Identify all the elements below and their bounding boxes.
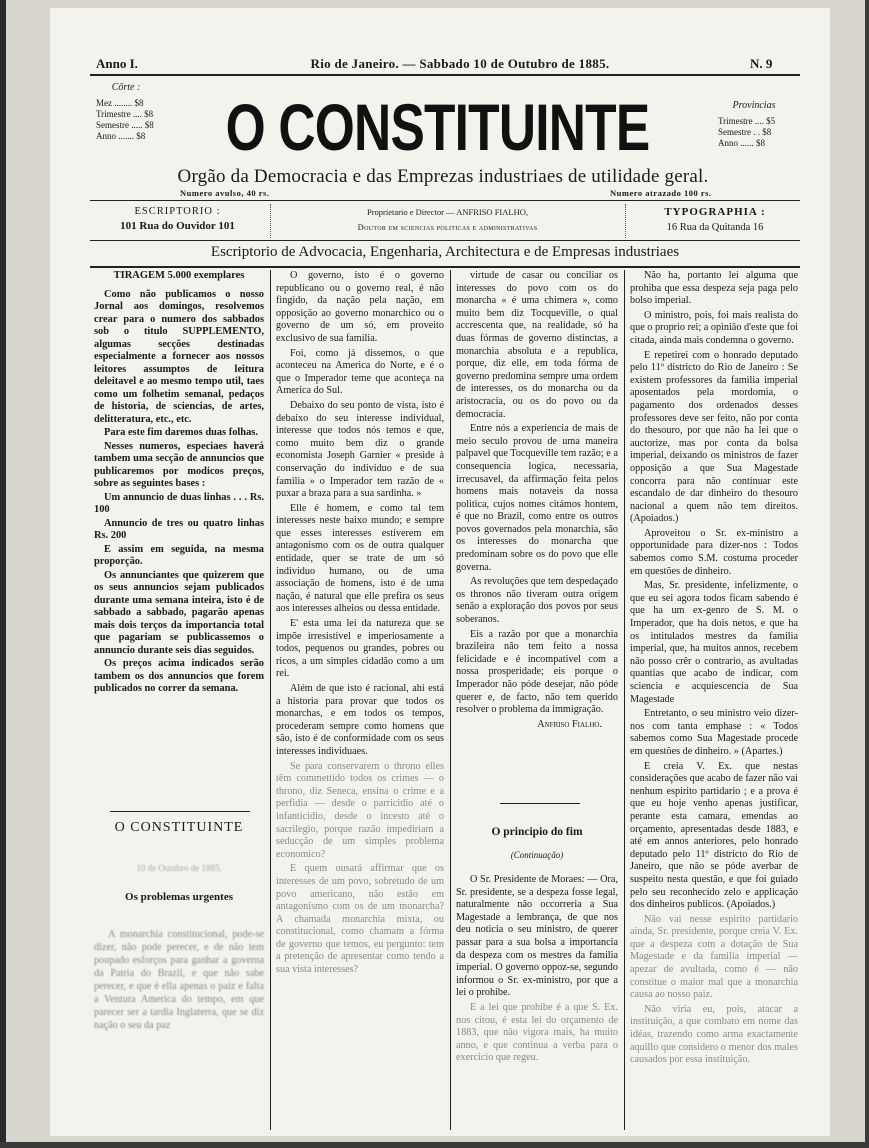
column-3-continued — [456, 874, 618, 1130]
scan-edge-right — [865, 0, 869, 1148]
paragraph: Entretanto, o seu ministro veio dizer-nos com tanta emphase : « Todos sabemos como Sua Magestade procede em questões de dinheiro. » (Apartes.) — [630, 708, 798, 757]
paragraph: As revoluções que tem despedaçado os thronos não tiveram outra origem senão a exploração dos povos por seus soberanos. — [456, 576, 618, 626]
paragraph: E quem ousará affirmar que os interesses de um povo, sobretudo de um povo americano, não estão em antagonismo com os de um monarcha? A chamada monarchia mixta, ou constitucional, como chamam a fórma de governo que temos, eu pergunto: tem a pretenção de apresentar como tendo a sua vista interesses? — [276, 863, 444, 976]
paragraph: Mas, Sr. presidente, infelizmente, o que eu sei agora todos ficam sabendo é que ha um ex-genro de S. M. o Imperador, que ha dois netos, e que ha os intitulados mestres da familia imperial, que, ha muitos annos, recebem não posso crêr o contrario, as avultadas quantias que acabo de indicar, com sciencia e acquiescencia de Sua Magestade — [630, 580, 798, 705]
paragraph: O ministro, pois, foi mais realista do que o proprio rei; a opinião d'este que foi citada, ainda mais condemna o governo. — [630, 309, 798, 346]
problemas-title: Os problemas urgentes — [125, 891, 233, 903]
corte-row: Mez ........ $8 — [96, 98, 144, 108]
paragraph: E repetirei com o honrado deputado pelo 11º districto do Rio de Janeiro : Se existem professores da familia imperial aposentados pela mordomia, o pagamento dos ordenados desses professores deve ser feito, não por conta do thesouro, por que não ha lei que o auctorize, mas por conta da bolsa imperial, deixando os ministros de fazer opposição a que Sua Magestade concorra para não continuar este escandalo de dar dinheiro do thesouro nacional a quem não tem direitos. (Apoiados.) — [630, 349, 798, 525]
dateline: Rio de Janeiro. — Sabbado 10 de Outubro de 1885. — [310, 56, 610, 71]
paragraph: Debaixo do seu ponto de vista, isto é debaixo do seu interesse individual, interesse que todos nós temos e que, como muito bem diz o grande economista Joseph Garnier « preside à conservação do individuo e de sua familia » o Imperador tem razão de « puxar a braza para a sua sardinha. » — [276, 399, 444, 500]
header-divider — [270, 204, 271, 238]
paragraph: E' esta uma lei da natureza que se impõe irresistivel e imperiosamente a todos, pequenos ou grandes, pobres ou ricos, a um simples cidadão como a um rei. — [276, 618, 444, 680]
issue-number: N. 9 — [750, 56, 773, 71]
provincias-heading: Provincias — [732, 100, 776, 111]
paragraph: Como não publicamos o nosso Jornal aos domingos, resolvemos crear para o numero dos sabbados sob o titulo SUPPLEMENTO, algumas secções destinadas especialmente a fornecer aos nossos leitores assumptos de leitura deleitavel e ao mesmo tempo util, taes como um folhetim semanal, pedaços de historia, de sciencias, de artes, delitteratura, etc., etc. — [94, 288, 264, 425]
paragraph: E a lei que prohibe é a que S. Ex. nos citou, é esta lei do orçamento de 1883, que não vigora mais, ha muito anno, e que continua a verba para o exercicio que regeu. — [456, 1001, 618, 1064]
typographia-heading: TYPOGRAPHIA : — [664, 206, 766, 218]
paragraph: E creia V. Ex. que nestas considerações que acabo de fazer não vai nenhum espirito partidario ; e a prova é que eu hoje venho apenas justificar, perante esta camara, emendas ao orçamento, apresentadas desde 1883, e até em annos anteriores, pelo honrado deputado pelo 11º districto do Rio de Janeiro, que não se póde averbar de suspeito nesta questão, e que foi guiado pelo seu reconhecido zelo e applicação dos dinheiros publicos. (Apoiados.) — [630, 760, 798, 911]
paragraph: Foi, como já dissemos, o que aconteceu na America do Norte, e é o que o Imperador teme que aconteça na America do Sul. — [276, 347, 444, 397]
paragraph: Um annuncio de duas linhas . . . Rs. 100 — [94, 491, 264, 516]
column-1 — [94, 270, 264, 697]
issue-year: Anno I. — [96, 56, 138, 71]
banner-top-rule — [90, 240, 800, 241]
paragraph: Além de que isto é racional, ahi está a historia para provar que todos os monarchas, e em todos os tempos, procederam sempre como homens que são, isto é de conformidade com os seus interesses individuaes. — [276, 683, 444, 757]
paragraph: Os preços acima indicados serão tambem os dos annuncios que forem publicados no correr da semana. — [94, 658, 264, 695]
price-atrazado: Numero atrazado 100 rs. — [610, 188, 712, 198]
masthead-title: O CONSTITUINTE — [225, 90, 650, 164]
header-divider — [625, 204, 626, 238]
provincias-row: Anno ...... $8 — [718, 138, 765, 148]
column-3 — [456, 270, 618, 731]
proprietario-line: Proprietario e Director — ANFRISO FIALHO, — [366, 207, 528, 217]
provincias-row: Semestre . . $8 — [718, 127, 772, 137]
corte-prices — [96, 98, 166, 142]
tiragem-notice: TIRAGEM 5.000 exemplares — [113, 270, 245, 281]
faded-dateline: 10 de Outubro de 1885. — [136, 863, 222, 873]
column-4 — [630, 270, 798, 1130]
faded-paragraph: A monarchia constitucional, pode-se dizer, não pode perecer, e de não tem poupado esforços para ganhar a governa da Patria do Brazil, e que não sabe perecer, e que é ella apenas o paiz e falta a Ventura America do tempo, em que parecer ser a tardia Inglaterra, que se diz nação o seu da paz — [94, 929, 264, 1031]
paragraph: Elle é homem, e como tal tem interesses neste baixo mundo; e sempre que esses interesses estiverem em antagonismo com os de outra qualquer entidade, quer se trate de um só individuo humano, ou de uma associação de homens, isto é de uma nação, é natural que elle prefira os seus aos interesses alheios ou dessa entidade. — [276, 502, 444, 615]
column-2 — [276, 270, 444, 1128]
supplement-title: O CONSTITUINTE — [114, 820, 244, 835]
newspaper-page — [50, 8, 830, 1136]
banner: Escriptorio de Advocacia, Engenharia, Architectura e de Empresas industriaes — [210, 244, 680, 260]
masthead-subtitle: Orgão da Democracia e das Emprezas industriaes de utilidade geral. — [177, 166, 709, 187]
paragraph: Nesses numeros, especiaes haverá tambem uma secção de annuncios que publicaremos por modicos preços, sobre as seguintes bases : — [94, 440, 264, 490]
subtitle-rule — [90, 200, 800, 201]
paragraph: Não vai nesse espirito partidario ainda, Sr. presidente, porque creia V. Ex. que a despeza com a dotação de Sua Magestade e da familia imperial — apezar de avultada, como é — não constitue o maior mal que a monarchia causa ao nosso paiz. — [630, 913, 798, 1001]
provincias-prices — [718, 116, 798, 149]
price-avulso: Numero avulso, 40 rs. — [180, 188, 270, 198]
escriptorio-heading: ESCRIPTORIO : — [134, 206, 221, 217]
paragraph: Annuncio de tres ou quatro linhas Rs. 200 — [94, 517, 264, 542]
paragraph: Não ha, portanto lei alguma que prohiba que essa despeza seja paga pelo bolso imperial. — [630, 270, 798, 307]
typographia-address: 16 Rua da Quitanda 16 — [666, 222, 764, 233]
corte-heading: Côrte : — [111, 82, 141, 93]
paragraph: Eis a razão por que a monarchia brazileira não tem feito a nossa felicidade e é incompativel com a nossa prosperidade; eis porque o Imperador não póde desejar, não póde querer e, de facto, não tem querido resolver o problema da immigração. — [456, 628, 618, 716]
column-divider — [624, 270, 625, 1130]
scan-edge-bottom — [0, 1142, 869, 1148]
paragraph: virtude de casar ou conciliar os interesses do povo com os do monarcha « é uma chimera », como muito bem diz Tocqueville, o qual accrescenta que, na realidade, só ha duas fórmas de governo distinctas, a monarchia absoluta e a republica, porque, diz elle, em toda fórma de governo predomina sempre uma ordem de interesses, os do monarcha ou da aristocracia, ou os do povo ou da democracia. — [456, 270, 618, 420]
paragraph: Os annunciantes que quizerem que os seus annuncios sejam publicados durante uma semana inteira, isto é de sabbado a sabbado, pagarão apenas mais dois terços da importancia total que pagariam se publicassemos o annuncio durante seis dias seguidos. — [94, 569, 264, 656]
provincias-row: Trimestre .... $5 — [718, 116, 776, 126]
section-title: O principio do fim — [491, 826, 583, 838]
signature: Anfriso Fialho. — [537, 718, 602, 730]
corte-row: Trimestre .... $8 — [96, 109, 154, 119]
section-rule — [110, 811, 250, 812]
proprietario-title: Doutor em sciencias politicas e administrativas — [357, 222, 538, 232]
paragraph: O Sr. Presidente de Moraes: — Ora, Sr. presidente, se a despeza fosse legal, naturalmente não occorreria a Sua Magestade a lembrança, de que nos deu noticia o seu ministro, de querer passar para a sua bolsa a importancia da despeza com os mestres da familia imperial. O governo oppoz-se, segundo informou o Sr. ex-ministro, por que a lei o prohibe. — [456, 874, 618, 999]
section-rule — [500, 803, 580, 804]
column-divider — [450, 270, 451, 1130]
escriptorio-address: 101 Rua do Ouvidor 101 — [120, 220, 235, 232]
corte-row: Anno ....... $8 — [96, 131, 146, 141]
banner-bottom-rule — [90, 266, 800, 268]
paragraph: E assim em seguida, na mesma proporção. — [94, 543, 264, 568]
paragraph: O governo, isto é o governo republicano ou o governo real, é não fingido, da nação pela nação, em opposição ao governo monarchico ou o governo de um só, em proveito exclusivo de sua familia. — [276, 270, 444, 344]
corte-row: Semestre ..... $8 — [96, 120, 154, 130]
paragraph: Para este fim daremos duas folhas. — [104, 427, 258, 439]
column-divider — [270, 270, 271, 1130]
paragraph: Se para conservarem o throno elles têm commettido todos os crimes — o throno, diz Seneca, ensina o crime e a perfidia — desde o parricidio até o infanticidio, desde o incesto até o sacrilegio, porque razão impediriam a seducção de um simples problema economico? — [276, 760, 444, 860]
header-rule — [90, 74, 800, 76]
paragraph: Aproveitou o Sr. ex-ministro a opportunidade para dizer-nos : Todos sabemos como S.M. costuma proceder em questões de dinheiro. — [630, 527, 798, 577]
scan-edge-left — [0, 0, 6, 1148]
paragraph: Não viria eu, pois, atacar a instituição, a que combato em nome das idéas, trazendo como arma exactamente aquillo que considero o menor dos males causados por essa instituição. — [630, 1003, 798, 1066]
paragraph: Entre nós a experiencia de mais de meio seculo provou de uma maneira palpavel que Tocqueville tem razão; e a consequencia logica, necessaria, irrecusavel, da affirmação feita pelos homens mais notaveis da nossa politica, cujos nomes citámos hontem, é que no Brazil, como entre os outros povos governados pela monarchia, são os interesses do monarcha que predominam sobre os do povo que elle governa. — [456, 423, 618, 573]
continuacao-note: (Continuação) — [510, 850, 564, 860]
